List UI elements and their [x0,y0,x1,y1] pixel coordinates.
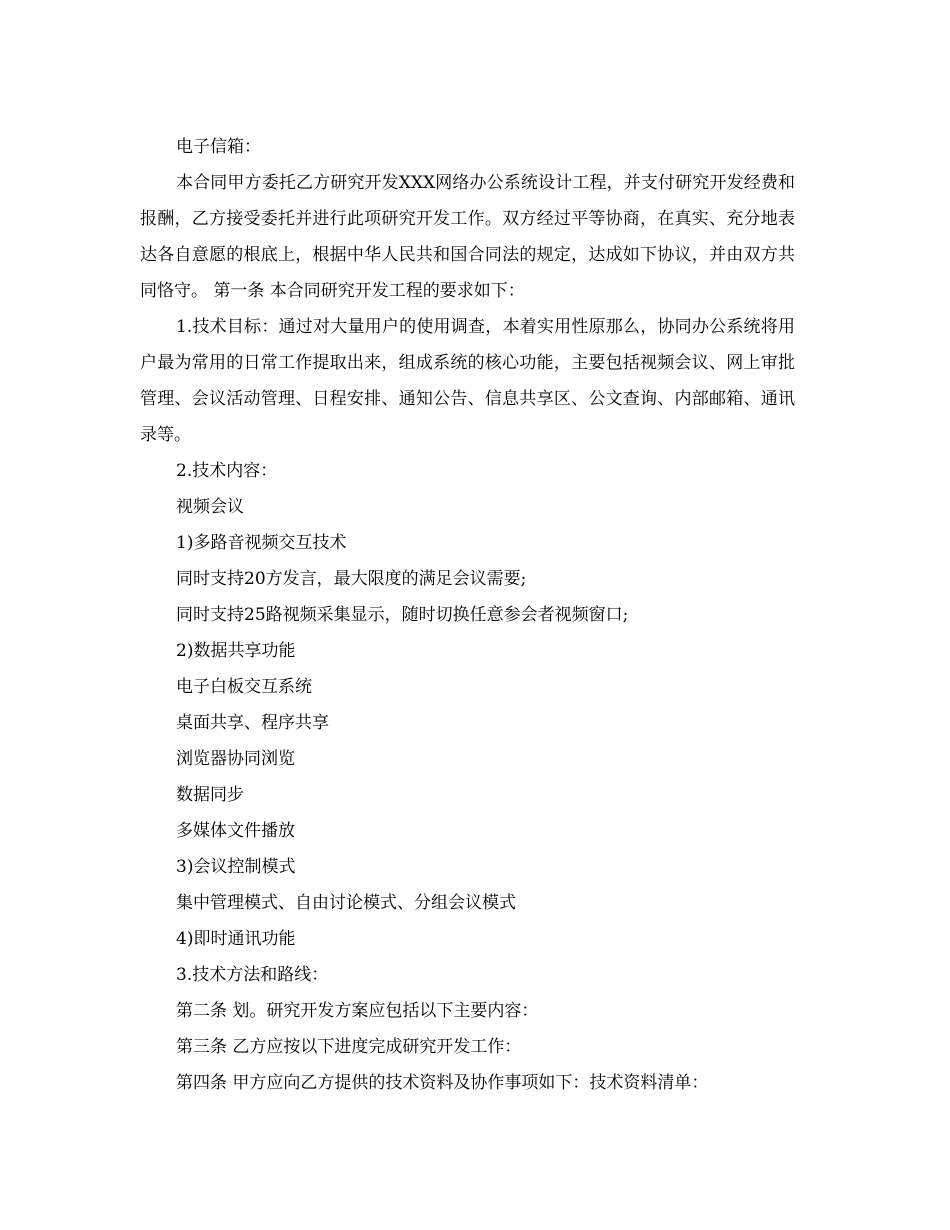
paragraph-video-capture-support: 同时支持25路视频采集显示，随时切换任意参会者视频窗口; [176,605,629,625]
paragraph-article-two: 第二条 划。研究开发方案应包括以下主要内容： [176,1001,539,1021]
paragraph-email-label: 电子信箱： [176,137,261,157]
document-body [140,129,795,1101]
paragraph-data-sync: 数据同步 [176,785,244,805]
paragraph-meeting-modes: 集中管理模式、自由讨论模式、分组会议模式 [176,893,516,913]
paragraph-video-conference: 视频会议 [176,497,244,517]
paragraph-av-interaction: 1)多路音视频交互技术 [176,533,347,553]
paragraph-meeting-control: 3)会议控制模式 [176,857,296,877]
paragraph-technical-goal: 1.技术目标：通过对大量用户的使用调查，本着实用性原那么，协同办公系统将用户最为常用的日常工作提取出来，组成系统的核心功能，主要包括视频会议、网上审批管理、会议活动管理、日程安排、通知公告、信息共享区、公文查询、内部邮箱、通讯录等。 [140,317,795,445]
paragraph-article-three: 第三条 乙方应按以下进度完成研究开发工作： [176,1037,522,1057]
paragraph-multimedia-playback: 多媒体文件播放 [176,821,295,841]
paragraph-speakers-support: 同时支持20方发言，最大限度的满足会议需要; [176,569,527,589]
paragraph-contract-intro: 本合同甲方委托乙方研究开发XXX网络办公系统设计工程，并支付研究开发经费和报酬，乙方接受委托并进行此项研究开发工作。双方经过平等协商，在真实、充分地表达各自意愿的根底上，根据中华人民共和国合同法的规定，达成如下协议，并由双方共同恪守。 第一条 本合同研究开发工程的要求如下： [140,173,795,301]
paragraph-browser-cobrowse: 浏览器协同浏览 [176,749,295,769]
paragraph-article-four: 第四条 甲方应向乙方提供的技术资料及协作事项如下：技术资料清单： [176,1073,709,1093]
paragraph-whiteboard: 电子白板交互系统 [176,677,312,697]
paragraph-technical-content-heading: 2.技术内容： [176,461,278,481]
paragraph-instant-messaging: 4)即时通讯功能 [176,929,296,949]
paragraph-technical-method: 3.技术方法和路线： [176,965,329,985]
paragraph-desktop-sharing: 桌面共享、程序共享 [176,713,329,733]
paragraph-data-sharing: 2)数据共享功能 [176,641,296,661]
